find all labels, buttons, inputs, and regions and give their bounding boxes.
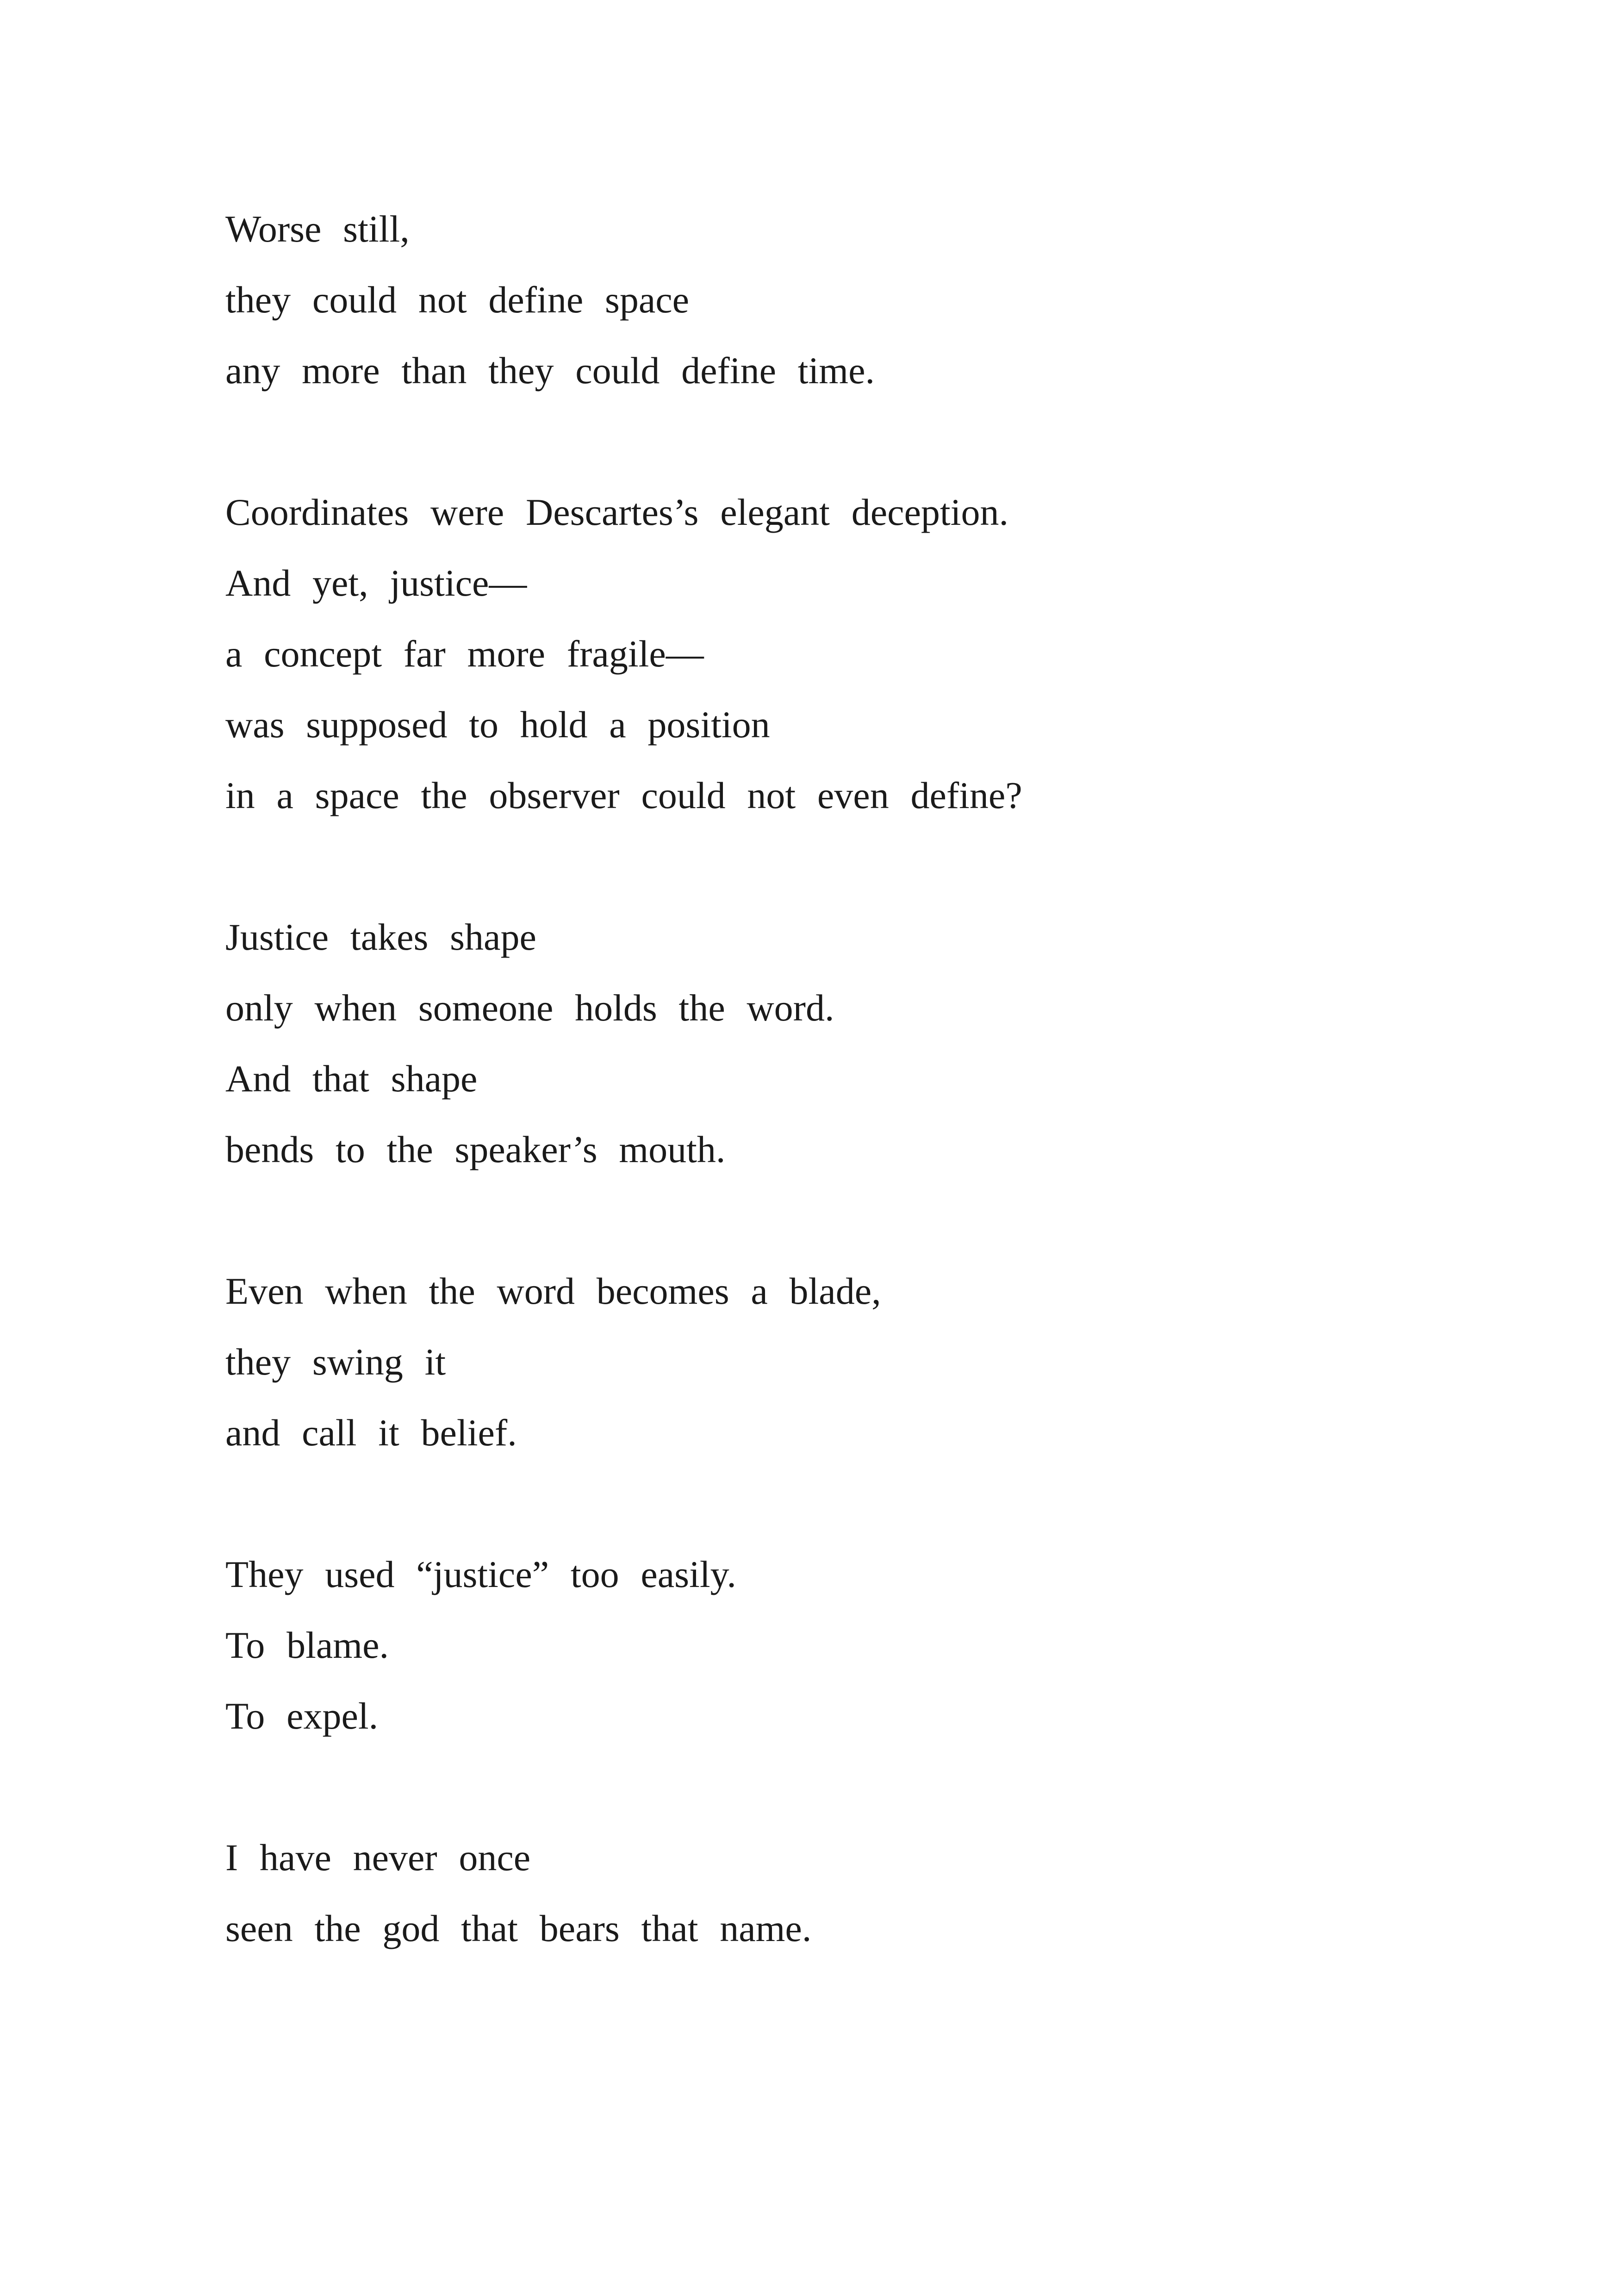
poem-line: And that shape bbox=[225, 1058, 478, 1100]
stanza-2 bbox=[225, 477, 1475, 831]
stanza-5 bbox=[225, 1539, 1475, 1751]
poem-line: they could not define space bbox=[225, 279, 690, 321]
poem-line: To blame. bbox=[225, 1624, 389, 1666]
poem-line: Worse still, bbox=[225, 208, 410, 250]
stanza-3 bbox=[225, 902, 1475, 1185]
poem-line: they swing it bbox=[225, 1341, 446, 1383]
poem-line: seen the god that bears that name. bbox=[225, 1907, 812, 1949]
poem-line: And yet, justice— bbox=[225, 562, 527, 604]
poem-line: Justice takes shape bbox=[225, 916, 536, 958]
poem-line: They used “justice” too easily. bbox=[225, 1553, 736, 1595]
poem-line: To expel. bbox=[225, 1695, 379, 1737]
poem-line: bends to the speaker’s mouth. bbox=[225, 1128, 726, 1170]
poem-line: in a space the observer could not even define? bbox=[225, 774, 1022, 816]
poem-line: only when someone holds the word. bbox=[225, 987, 834, 1029]
poem-body bbox=[225, 193, 1475, 2035]
poem-line: a concept far more fragile— bbox=[225, 633, 704, 675]
poem-line: I have never once bbox=[225, 1836, 531, 1879]
stanza-1 bbox=[225, 193, 1475, 406]
stanza-6 bbox=[225, 1822, 1475, 1964]
poem-line: Even when the word becomes a blade, bbox=[225, 1270, 881, 1312]
stanza-4 bbox=[225, 1256, 1475, 1468]
poem-line: Coordinates were Descartes’s elegant deception. bbox=[225, 491, 1008, 533]
poem-line: and call it belief. bbox=[225, 1412, 517, 1454]
poem-line: any more than they could define time. bbox=[225, 349, 875, 392]
poem-line: was supposed to hold a position bbox=[225, 703, 770, 746]
